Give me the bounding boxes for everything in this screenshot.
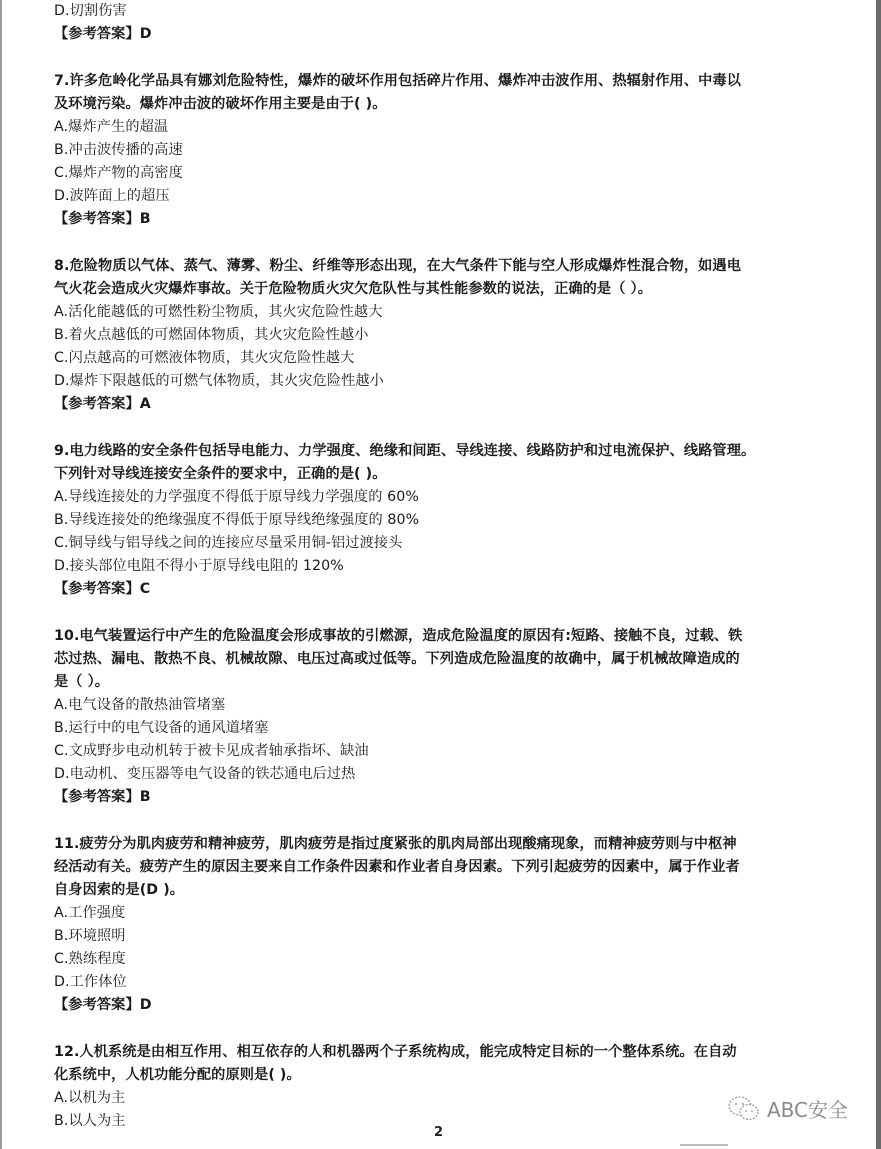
question-stem-line: 是（ ）。 <box>54 674 110 690</box>
question-stem-line: 9.电力线路的安全条件包括导电能力、力学强度、绝缘和间距、导线连接、线路防护和过电流保护、线路管理。 <box>54 443 756 459</box>
option-d: D.接头部位电阻不得小于原导线电阻的 120% <box>54 558 344 574</box>
reference-answer: 【参考答案】A <box>54 396 151 412</box>
option-b: B.以人为主 <box>54 1113 126 1129</box>
option-b: B.环境照明 <box>54 928 126 944</box>
watermark <box>727 1094 848 1123</box>
question-stem-line: 经活动有关。疲劳产生的原因主要来自工作条件因素和作业者自身因素。下列引起疲劳的因素中，属于作业者 <box>54 859 740 875</box>
question-7 <box>54 70 834 231</box>
question-stem-line: 11.疲劳分为肌肉疲劳和精神疲劳，肌肉疲劳是指过度紧张的肌肉局部出现酸痛现象，而精神疲劳则与中枢神 <box>54 836 737 852</box>
option-c: C.文成野步电动机转于被卡见成者轴承指坏、缺油 <box>54 743 369 759</box>
option-c: C.铜导线与铝导线之间的连接应尽量采用铜-铝过渡接头 <box>54 535 403 551</box>
option-a: A.导线连接处的力学强度不得低于原导线力学强度的 60% <box>54 489 419 505</box>
option-a: A.工作强度 <box>54 905 126 921</box>
question-stem-line: 自身因索的是(D )。 <box>54 882 185 898</box>
option-b: B.冲击波传播的高速 <box>54 142 183 158</box>
document-page <box>54 0 834 1133</box>
reference-answer: 【参考答案】B <box>54 211 151 227</box>
footer-artifact <box>680 1144 728 1146</box>
reference-answer: 【参考答案】D <box>54 26 152 42</box>
question-12 <box>54 1041 834 1133</box>
option-a: A.爆炸产生的超温 <box>54 119 169 135</box>
question-stem-line: 及环境污染。爆炸冲击波的破坏作用主要是由于( )。 <box>54 96 387 112</box>
option-d: D.电动机、变压器等电气设备的铁芯通电后过热 <box>54 766 356 782</box>
question-stem-line: 下列针对导线连接安全条件的要求中，正确的是( )。 <box>54 466 387 482</box>
question-stem-line: 10.电气装置运行中产生的危险温度会形成事故的引燃源，造成危险温度的原因有:短路、接触不良，过载、铁 <box>54 628 743 644</box>
option-c: C.闪点越高的可燃液体物质，其火灾危险性越大 <box>54 350 355 366</box>
option-a: A.以机为主 <box>54 1090 126 1106</box>
option-a: A.活化能越低的可燃性粉尘物质，其火灾危险性越大 <box>54 304 383 320</box>
reference-answer: 【参考答案】D <box>54 997 152 1013</box>
page-number: 2 <box>434 1125 444 1140</box>
option-a: A.电气设备的散热油管堵塞 <box>54 697 226 713</box>
watermark-text: ABC安全 <box>767 1098 849 1122</box>
option-b: B.运行中的电气设备的通风道堵塞 <box>54 720 269 736</box>
question-stem-line: 8.危险物质以气体、蒸气、薄雾、粉尘、纤维等形态出现，在大气条件下能与空人形成爆炸性混合物，如遇电 <box>54 258 741 274</box>
option-d: D.工作体位 <box>54 974 127 990</box>
option-c: C.熟练程度 <box>54 951 126 967</box>
question-stem-line: 化系统中，人机功能分配的原则是( )。 <box>54 1067 301 1083</box>
reference-answer: 【参考答案】B <box>54 789 151 805</box>
wechat-icon <box>727 1095 761 1123</box>
option-b: B.着火点越低的可燃固体物质，其火灾危险性越小 <box>54 327 369 343</box>
question-6-fragment <box>54 0 834 46</box>
question-stem-line: 7.许多危岭化学品具有娜刘危险特性，爆炸的破坏作用包括碎片作用、爆炸冲击波作用、热辐射作用、中毒以 <box>54 73 741 89</box>
option-d: D.波阵面上的超压 <box>54 188 170 204</box>
option-d: D.爆炸下限越低的可燃气体物质，其火灾危险性越小 <box>54 373 384 389</box>
page-left-border <box>0 0 2 1149</box>
option-b: B.导线连接处的绝缘强度不得低于原导线绝缘强度的 80% <box>54 512 420 528</box>
scrollbar-edge <box>876 0 881 1149</box>
option-d: D.切割伤害 <box>54 3 127 19</box>
question-stem-line: 气火花会造成火灾爆炸事故。关于危险物质火灾欠危队性与其性能参数的说法，正确的是（ ）。 <box>54 281 653 297</box>
question-stem-line: 12.人机系统是由相互作用、相互依存的人和机器两个子系统构成，能完成特定目标的一个整体系统。在自动 <box>54 1044 737 1060</box>
question-10 <box>54 625 834 809</box>
option-c: C.爆炸产物的高密度 <box>54 165 183 181</box>
question-8 <box>54 255 834 416</box>
question-11 <box>54 833 834 1017</box>
question-9 <box>54 440 834 601</box>
reference-answer: 【参考答案】C <box>54 581 151 597</box>
question-stem-line: 芯过热、漏电、散热不良、机械故隙、电压过高或过低等。下列造成危险温度的故确中，属于机械故障造成的 <box>54 651 740 667</box>
